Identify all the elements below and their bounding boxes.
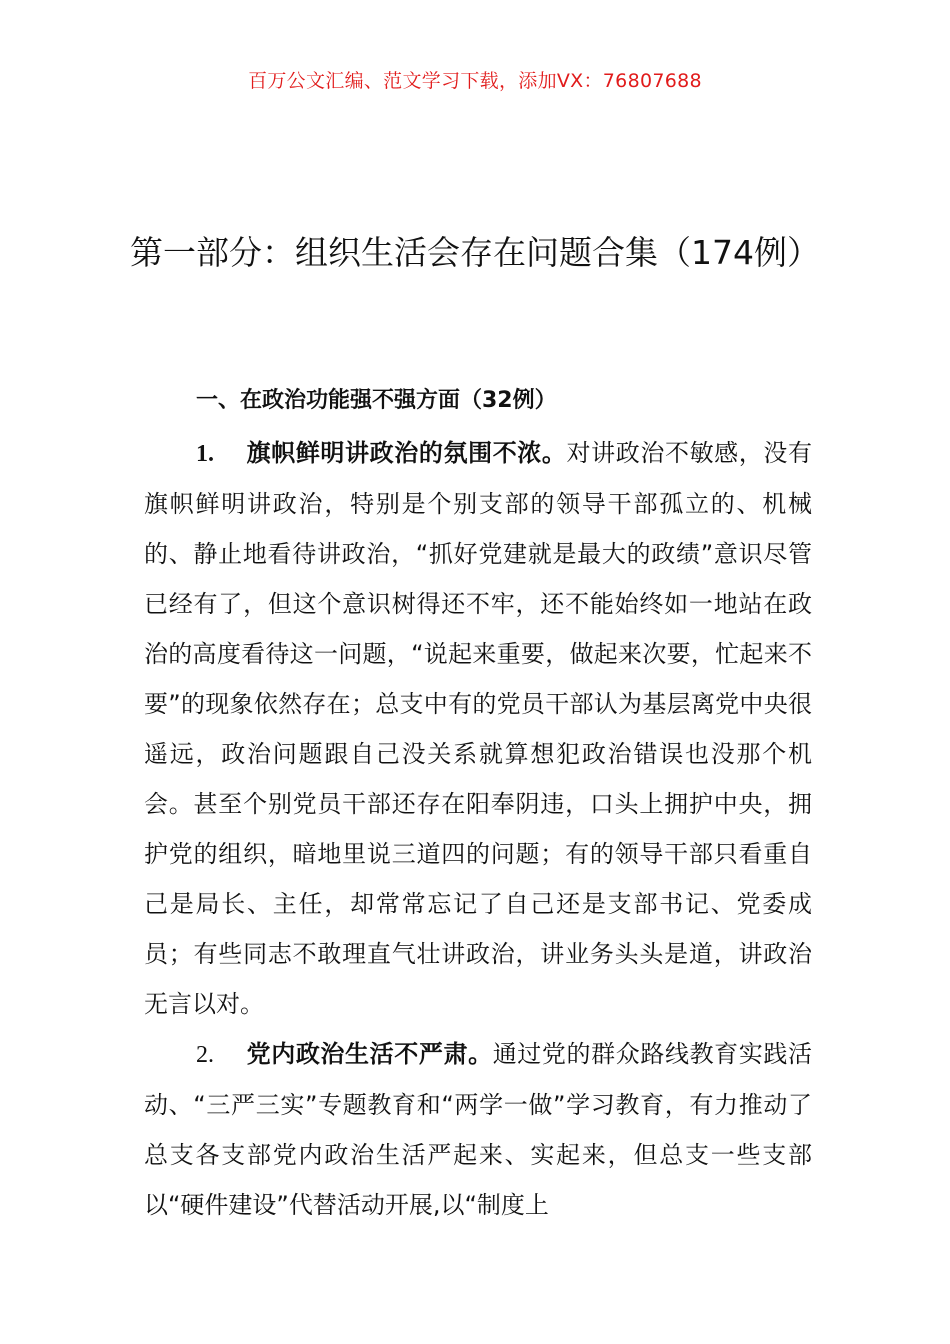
item-text: 对讲政治不敏感，没有旗帜鲜明讲政治，特别是个别支部的领导干部孤立的、机械的、静止地看待讲政治，“抓好党建就是最大的政绩”意识尽管已经有了，但这个意识树得还不牢，还不能始终如一地站在政治的高度看待这一问题，“说起来重要，做起来次要，忙起来不要”的现象依然存在；总支中有的党员干部认为基层离党中央很遥远，政治问题跟自己没关系就算想犯政治错误也没那个机会。甚至个别党员干部还存在阳奉阴违，口头上拥护中央，拥护党的组织，暗地里说三道四的问题；有的领导干部只看重自己是局长、主任，却常常忘记了自己还是支部书记、党委成员；有些同志不敢理直气壮讲政治，讲业务头头是道，讲政治无言以对。 [144, 439, 813, 1018]
list-item [144, 1029, 812, 1230]
item-text: 通过党的群众路线教育实践活动、“三严三实”专题教育和“两学一做”学习教育，有力推动了总支各支部党内政治生活严起来、实起来，但总支一些支部以“硬件建设”代替活动开展,以“制度上 [144, 1040, 813, 1219]
item-lead: 旗帜鲜明讲政治的氛围不浓。 [246, 439, 567, 467]
page-title: 第一部分：组织生活会存在问题合集（174例） [130, 233, 820, 272]
item-lead: 党内政治生活不严肃。 [246, 1040, 493, 1068]
item-number: 1. [196, 441, 214, 467]
item-number: 2. [196, 1042, 214, 1068]
section-heading: 一、在政治功能强不强方面（32例） [196, 388, 557, 413]
body-text [144, 428, 812, 1230]
list-item [144, 428, 812, 1029]
header-note: 百万公文汇编、范文学习下载，添加VX：76807688 [248, 70, 702, 92]
